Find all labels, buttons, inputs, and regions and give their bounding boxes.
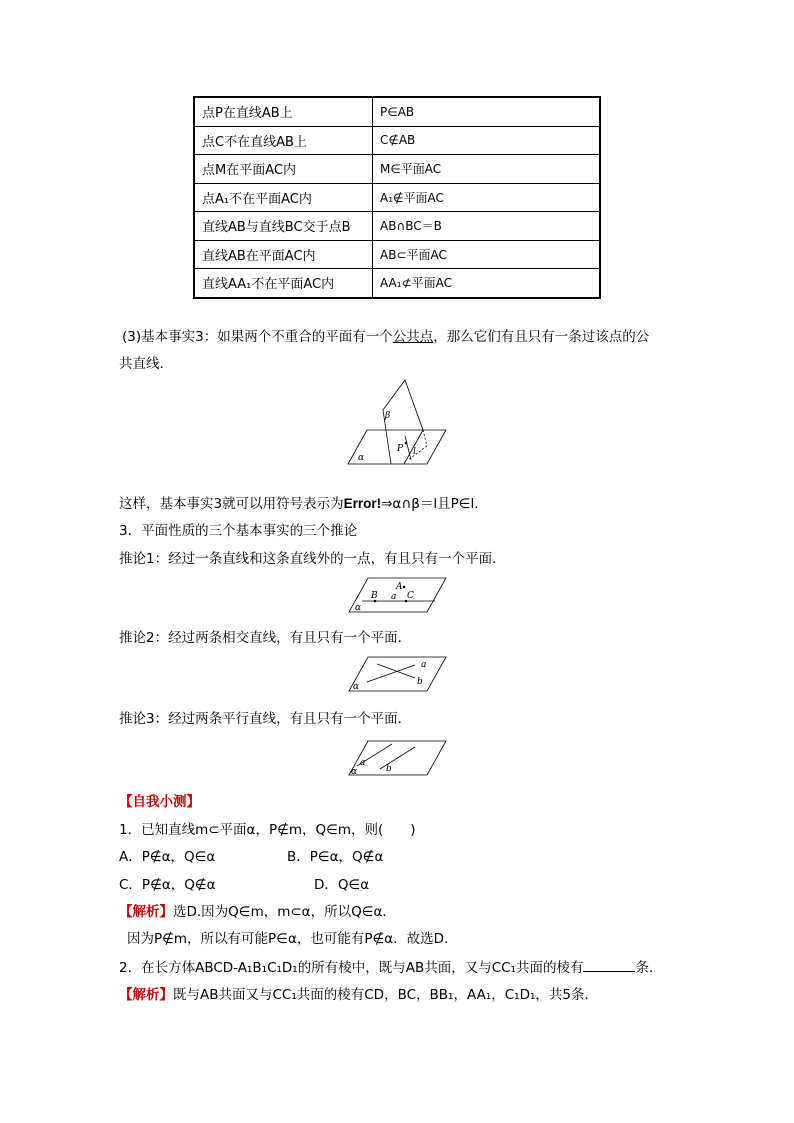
fact3-line2: 共直线． [119, 356, 173, 372]
table-row [194, 240, 600, 269]
analysis-tag: 【解析】 [119, 904, 173, 920]
answer-2-text: 既与AB共面又与CC₁共面的棱有CD，BC，BB₁，AA₁，C₁D₁，共5条． [173, 987, 598, 1003]
symbolic-prefix: 这样，基本事实3就可以用符号表示为 [119, 496, 344, 512]
answer-1-text: 选D.因为Q∈m，m⊂α，所以Q∈α． [173, 904, 396, 920]
alpha-label: α [353, 682, 360, 692]
notation-table [193, 96, 601, 299]
table-cell-symbol: AB∩BC＝B [373, 212, 601, 241]
table-cell-symbol: AA₁⊄平面AC [373, 269, 601, 298]
line-l-label: l [413, 447, 416, 457]
line-b-label: b [386, 764, 392, 774]
point-p-label: P [397, 444, 404, 454]
table-row [194, 126, 600, 155]
corollary-3: 推论3：经过两条平行直线，有且只有一个平面． [119, 711, 412, 727]
table-cell-description: 直线AA₁不在平面AC内 [194, 269, 373, 298]
table-row [194, 183, 600, 212]
question-2-end: 条． [635, 960, 663, 976]
parallel-lines-figure [345, 738, 449, 778]
alpha-label: α [358, 453, 365, 463]
line-and-point-figure [345, 575, 449, 615]
intersecting-lines-figure [345, 654, 449, 694]
symbolic-line [119, 494, 479, 514]
table-cell-description: 点C不在直线AB上 [194, 126, 373, 155]
alpha-label: α [355, 603, 362, 613]
alpha-label: α [351, 767, 358, 777]
answer-1-line1 [119, 902, 396, 922]
question-1-option-a: A．P∉α，Q∈α [119, 849, 216, 865]
self-test-heading: 【自我小测】 [119, 794, 200, 810]
question-2-stem [119, 957, 662, 978]
question-2-text: 2．在长方体ABCD-A₁B₁C₁D₁的所有棱中，既与AB共面，又与CC₁共面的棱有 [119, 960, 584, 976]
corollary-1: 推论1：经过一条直线和这条直线外的一点，有且只有一个平面． [119, 551, 506, 567]
question-1-stem: 1．已知直线m⊂平面α，P∉m，Q∈m，则( ) [119, 822, 416, 838]
line-a-label: a [421, 660, 427, 670]
question-1-option-d: D．Q∈α [314, 877, 370, 893]
symbolic-suffix: ⇒α∩β＝l且P∈l. [381, 496, 479, 512]
error-marker: Error! [343, 496, 382, 511]
answer-blank [583, 957, 635, 972]
table-cell-description: 点A₁不在平面AC内 [194, 183, 373, 212]
table-cell-description: 点P在直线AB上 [194, 97, 373, 126]
table-row [194, 97, 600, 126]
table-cell-symbol: C∉AB [373, 126, 601, 155]
table-cell-symbol: A₁∉平面AC [373, 183, 601, 212]
table-row [194, 212, 600, 241]
point-c-label: C [407, 591, 414, 601]
corollary-2: 推论2：经过两条相交直线，有且只有一个平面． [119, 630, 412, 646]
fact3-text-suffix: ，那么它们有且只有一条过该点的公 [433, 329, 650, 345]
line-a-label: a [360, 758, 366, 768]
question-1-option-c: C．P∉α，Q∉α [119, 877, 216, 893]
table-cell-symbol: AB⊂平面AC [373, 240, 601, 269]
table-row [194, 269, 600, 298]
table-cell-description: 直线AB与直线BC交于点B [194, 212, 373, 241]
line-b-label: b [417, 677, 423, 687]
fact3-underlined-term: 公共点 [392, 329, 434, 345]
table-cell-symbol: P∈AB [373, 97, 601, 126]
table-cell-description: 点M在平面AC内 [194, 155, 373, 184]
intersecting-planes-figure [345, 378, 453, 468]
analysis-tag: 【解析】 [119, 987, 173, 1003]
answer-1-line2: 因为P∉m，所以有可能P∈α，也可能有P∉α．故选D. [127, 931, 449, 947]
table-row [194, 155, 600, 184]
question-1-option-b: B．P∈α，Q∉α [287, 849, 384, 865]
point-b-label: B [371, 591, 378, 601]
table-cell-symbol: M∈平面AC [373, 155, 601, 184]
fact3-text: (3)基本事实3：如果两个不重合的平面有一个 [122, 329, 393, 345]
answer-2-line [119, 985, 598, 1005]
point-a-label: A [396, 582, 403, 592]
beta-label: β [385, 411, 391, 421]
section-heading: 3．平面性质的三个基本事实的三个推论 [119, 523, 358, 539]
fact3-line1 [122, 327, 649, 347]
table-cell-description: 直线AB在平面AC内 [194, 240, 373, 269]
line-a-label: a [391, 592, 397, 602]
